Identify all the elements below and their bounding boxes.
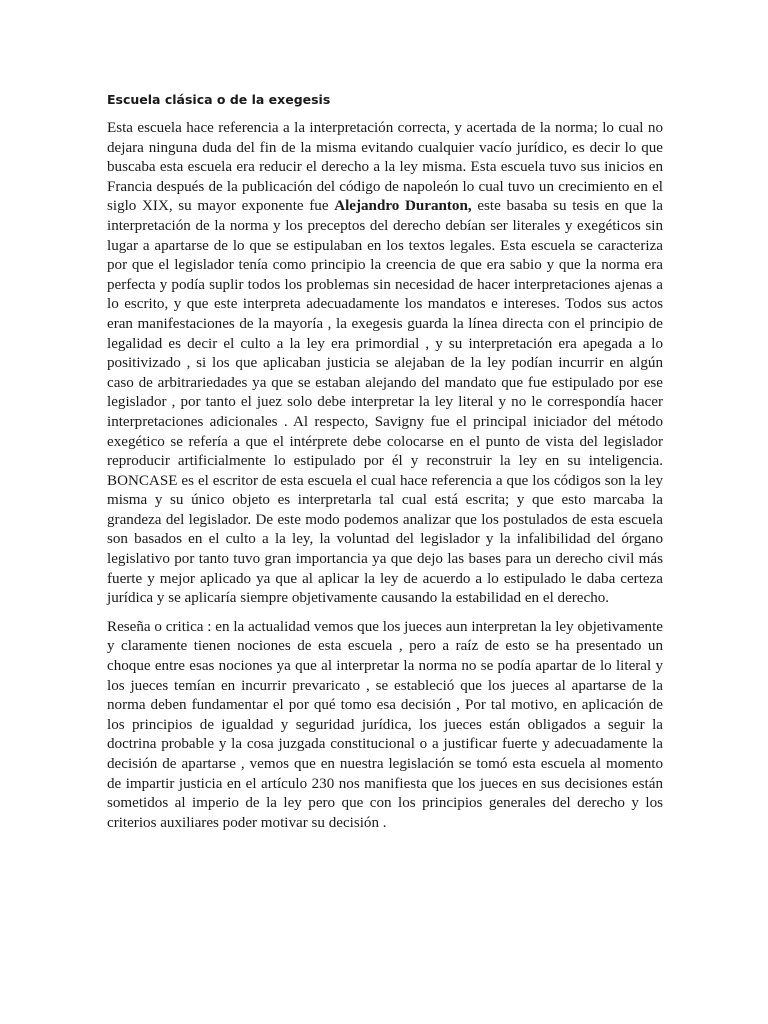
body-paragraph-2: Reseña o critica : en la actualidad vemos que los jueces aun interpretan la ley objetivamente y claramente tienen nociones de esta escuela , pero a raíz de esto se ha presentado un choque entre esas nociones ya que al interpretar la norma no se podía apartar de lo literal y los jueces temían en incurrir prevaricato , se estableció que los jueces al apartarse de la norma deben fundamentar el por qué tomo esa decisión , Por tal motivo, en aplicación de los principios de igualdad y seguridad jurídica, los jueces están obligados a seguir la doctrina probable y la cosa juzgada constitucional o a justificar fuerte y adecuadamente la decisión de apartarse , vemos que en nuestra legislación se tomó esta escuela al momento de impartir justicia en el artículo 230 nos manifiesta que los jueces en sus decisiones están sometidos al imperio de la ley pero que con los principios generales del derecho y los criterios auxiliares poder motivar su decisión .	[107, 618, 663, 831]
body-paragraph-1	[107, 119, 663, 609]
paragraph-1-text-end: este basaba su tesis en que la interpretación de la norma y los preceptos del derecho debían ser literales y exegéticos sin lugar a apartarse de lo que se estipulaban en los textos legales. Esta escuela se caracteriza por que el legislador tenía como principio la creencia de que era sabio y que la norma era perfecta y podía suplir todos los problemas sin necesidad de hacer interpretaciones ajenas a lo escrito, y que este interpreta adecuadamente los mandatos e intereses. Todos sus actos eran manifestaciones de la mayoría , la exegesis guarda la línea directa con el principio de legalidad es decir el culto a la ley era primordial , y su interpretación era apegada a lo positivizado , si los que aplicaban justicia se alejaban de la ley podían incurrir en algún caso de arbitrariedades ya que se estaban alejando del mandato que fue estipulado por ese legislador , por tanto el juez solo debe interpretar la ley literal y no le correspondía hacer interpretaciones adicionales . Al respecto, Savigny fue el principal iniciador del método exegético se refería a que el intérprete debe colocarse en el punto de vista del legislador reproducir artificialmente lo estipulado por él y reconstruir la ley en su inteligencia. BONCASE es el escritor de esta escuela el cual hace referencia a que los códigos son la ley misma y su único objeto es interpretarla tal cual está escrita; y que esto marcaba la grandeza del legislador. De este modo podemos analizar que los postulados de esta escuela son basados en el culto a la ley, la voluntad del legislador y la infalibilidad del órgano legislativo por tanto tuvo gran importancia ya que dejo las bases para un derecho civil más fuerte y mejor aplicado ya que al aplicar la ley de acuerdo a lo estipulado le daba certeza jurídica y se aplicaría siempre objetivamente causando la estabilidad en el derecho.	[107, 198, 663, 607]
document-page	[107, 92, 663, 842]
paragraph-1-text-start: Esta escuela hace referencia a la interpretación correcta, y acertada de la norma; lo cual no dejara ninguna duda del fin de la misma evitando cualquier vacío jurídico, es decir lo que buscaba esta escuela era reducir el derecho a la ley misma. Esta escuela tuvo sus inicios en Francia después de la publicación del código de napoleón lo cual tuvo un crecimiento en el siglo XIX, su mayor exponente fue	[107, 120, 663, 215]
section-heading: Escuela clásica o de la exegesis	[107, 92, 331, 107]
author-name-bold: Alejandro Duranton,	[334, 198, 472, 215]
